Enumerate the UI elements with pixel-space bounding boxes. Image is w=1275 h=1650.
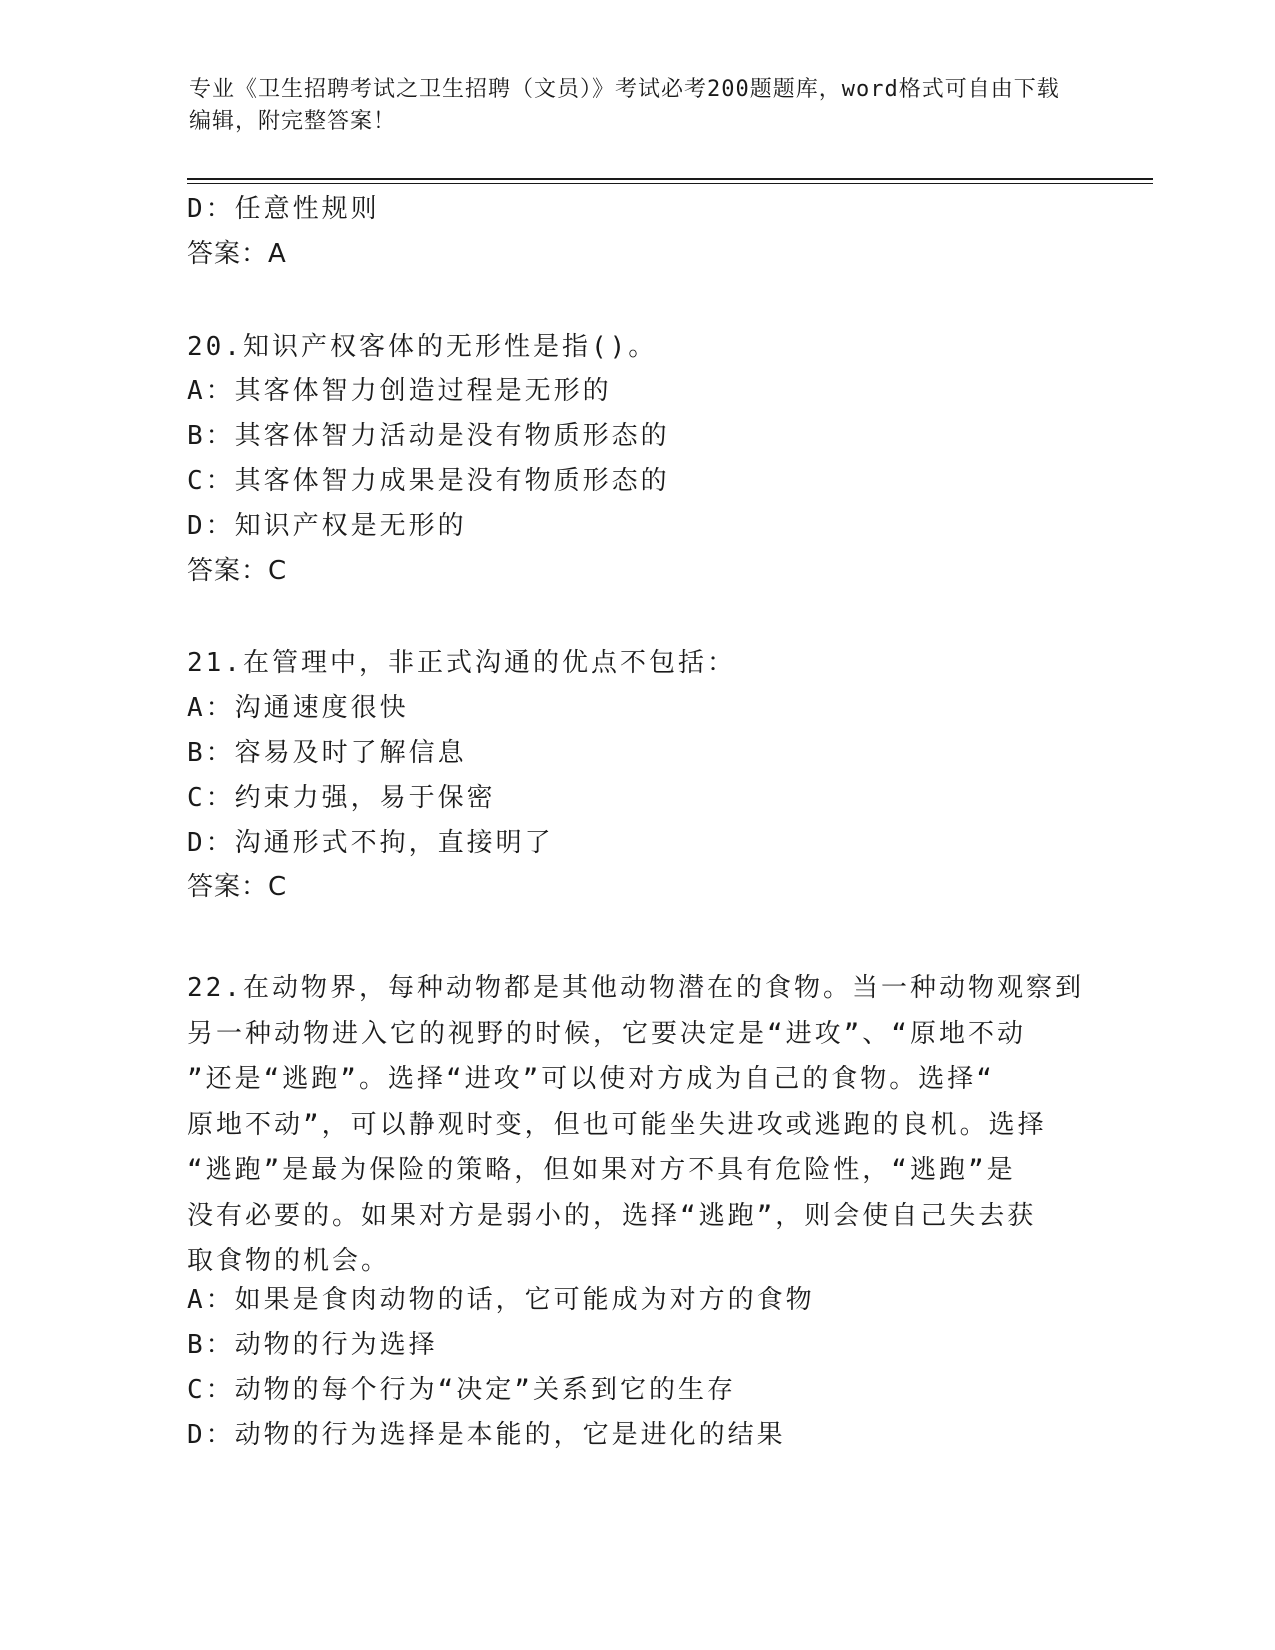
q20-stem: 20.知识产权客体的无形性是指()。 [187,332,658,362]
q22-stem-line: 另一种动物进入它的视野的时候，它要决定是“进攻”、“原地不动 [187,1018,1026,1049]
q20-option-a: A：其客体智力创造过程是无形的 [187,376,612,406]
q22-option-d: D：动物的行为选择是本能的，它是进化的结果 [187,1420,786,1450]
q20-option-c: C：其客体智力成果是没有物质形态的 [187,466,670,496]
page-header-title: 专业《卫生招聘考试之卫生招聘（文员）》考试必考200题题库，word格式可自由下载编辑，附完整答案！ [189,77,1060,134]
q21-option-a: A：沟通速度很快 [187,693,409,723]
q20-option-d: D：知识产权是无形的 [187,511,467,541]
q21-stem: 21.在管理中，非正式沟通的优点不包括： [187,648,736,678]
prev-option-d: D：任意性规则 [187,194,380,224]
q22-option-b: B：动物的行为选择 [187,1330,438,1360]
q22-stem-line: 没有必要的。如果对方是弱小的，选择“逃跑”，则会使自己失去获 [187,1200,1037,1231]
header-divider-thick [187,178,1153,180]
q20-option-b: B：其客体智力活动是没有物质形态的 [187,421,670,451]
header-divider-thin [187,183,1153,184]
q21-answer: 答案：C [187,872,288,902]
q22-stem [187,966,1087,1285]
q21-option-d: D：沟通形式不拘，直接明了 [187,828,554,858]
q22-stem-line: 22.在动物界，每种动物都是其他动物潜在的食物。当一种动物观察到 [187,973,1084,1003]
q22-stem-line: “逃跑”是最为保险的策略，但如果对方不具有危险性，“逃跑”是 [187,1155,1016,1185]
q22-stem-line: ”还是“逃跑”。选择“进攻”可以使对方成为自己的食物。选择“ [187,1064,995,1094]
q22-option-a: A：如果是食肉动物的话，它可能成为对方的食物 [187,1285,815,1315]
q22-stem-line: 取食物的机会。 [187,1246,391,1276]
q22-option-c: C：动物的每个行为“决定”关系到它的生存 [187,1375,736,1405]
q20-answer: 答案：C [187,556,288,586]
q22-stem-line: 原地不动”，可以静观时变，但也可能坐失进攻或逃跑的良机。选择 [187,1109,1047,1140]
q21-option-b: B：容易及时了解信息 [187,738,467,768]
q21-option-c: C：约束力强，易于保密 [187,783,496,813]
prev-answer: 答案：A [187,239,287,269]
